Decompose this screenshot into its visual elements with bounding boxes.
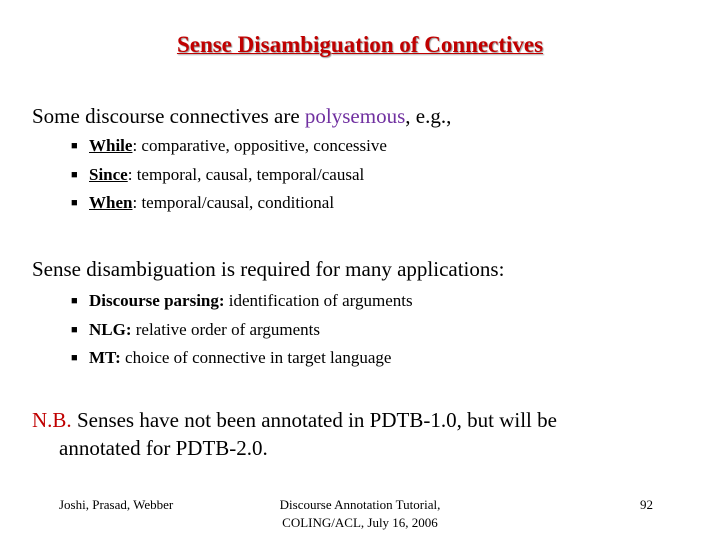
application-list <box>71 291 413 377</box>
square-bullet-icon: ■ <box>71 295 78 307</box>
application-term: MT: <box>89 348 121 367</box>
application-term: Discourse parsing: <box>89 291 225 310</box>
footer-event-line-1: Discourse Annotation Tutorial, <box>279 497 441 512</box>
application-description: relative order of arguments <box>131 319 321 339</box>
page-number: 92 <box>640 497 653 512</box>
square-bullet-icon: ■ <box>71 168 78 181</box>
list-item <box>71 193 387 222</box>
square-bullet-icon: ■ <box>71 197 78 209</box>
connective-senses: : comparative, oppositive, concessive <box>132 136 387 155</box>
note-line-2: annotated for PDTB-2.0. <box>59 436 268 460</box>
footer-event <box>200 496 520 532</box>
connective-term: When <box>89 193 133 212</box>
list-item <box>71 348 413 377</box>
section2-lead: Sense disambiguation is required for many applications: <box>32 257 505 281</box>
application-term: NLG: <box>89 319 132 339</box>
application-description: identification of arguments <box>224 291 413 310</box>
square-bullet-icon: ■ <box>71 140 78 152</box>
section1-lead <box>32 104 451 129</box>
list-item <box>71 136 387 165</box>
square-bullet-icon: ■ <box>71 323 78 336</box>
footer-event-line-2: COLING/ACL, July 16, 2006 <box>282 515 438 530</box>
connective-list <box>71 136 387 222</box>
note-line-1 <box>32 406 557 434</box>
lead-prefix: Some discourse connectives are <box>32 104 305 128</box>
list-item <box>71 165 387 194</box>
slide-title: Sense Disambiguation of Connectives <box>176 32 544 57</box>
list-item <box>71 291 413 320</box>
connective-term: While <box>89 136 133 155</box>
lead-emphasis: polysemous <box>304 104 406 128</box>
footer-authors: Joshi, Prasad, Webber <box>59 497 174 512</box>
connective-term: Since <box>89 164 128 184</box>
note-block <box>32 406 557 462</box>
application-description: choice of connective in target language <box>120 348 392 367</box>
note-text-1: Senses have not been annotated in PDTB-1.0, but will be <box>71 408 557 432</box>
connective-senses: : temporal, causal, temporal/causal <box>127 164 365 184</box>
square-bullet-icon: ■ <box>71 352 78 364</box>
connective-senses: : temporal/causal, conditional <box>132 193 335 212</box>
list-item <box>71 320 413 349</box>
lead-suffix: , e.g., <box>405 104 452 128</box>
note-label: N.B. <box>32 408 72 432</box>
